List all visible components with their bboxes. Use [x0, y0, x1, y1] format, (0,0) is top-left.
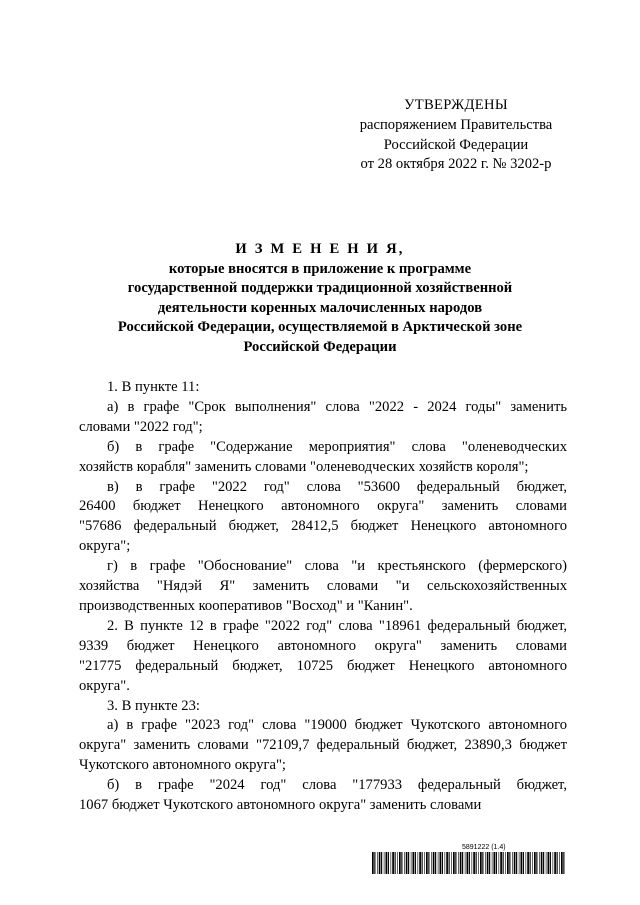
- document-number: 5891222 (1.4): [462, 844, 506, 851]
- paragraph-line: г) в графе "Обоснование" слова "и крестьянского (фермерского): [107, 558, 567, 575]
- approval-date-number: от 28 октября 2022 г. № 3202-р: [360, 156, 552, 173]
- paragraph-line: б) в графе "2024 год" слова "177933 федеральный бюджет,: [107, 777, 567, 794]
- approval-block: [340, 96, 572, 175]
- heading-line: государственной поддержки традиционной хозяйственной: [127, 280, 513, 297]
- paragraph: [79, 378, 567, 398]
- paragraph: [79, 557, 567, 617]
- paragraph-line: хозяйства "Нядэй Я" заменить словами "и сельскохозяйственных: [79, 578, 567, 595]
- paragraph: [79, 776, 567, 816]
- paragraph-line: 26400 бюджет Ненецкого автономного округа" заменить словами: [79, 498, 567, 515]
- paragraph-line: 1067 бюджет Чукотского автономного округа" заменить словами: [79, 797, 482, 814]
- paragraph-line: производственных кооперативов "Восход" и "Канин".: [79, 597, 413, 614]
- heading-title: И З М Е Н Е Н И Я,: [235, 241, 405, 257]
- paragraph-line: 2. В пункте 12 в графе "2022 год" слова "18961 федеральный бюджет,: [107, 617, 567, 634]
- paragraph-line: 9339 бюджет Ненецкого автономного округа" заменить словами: [79, 637, 567, 654]
- paragraph-line: а) в графе "2023 год" слова "19000 бюджет Чукотского автономного: [107, 717, 567, 734]
- paragraph-line: округа" заменить словами "72109,7 федеральный бюджет, 23890,3 бюджет: [79, 737, 567, 754]
- barcode-icon: [372, 852, 566, 874]
- document-heading: [80, 240, 560, 358]
- paragraph-line: а) в графе "Срок выполнения" слова "2022 - 2024 годы" заменить: [107, 398, 567, 415]
- paragraph: [79, 438, 567, 478]
- approval-line: распоряжением Правительства: [359, 116, 553, 133]
- paragraph-line: б) в графе "Содержание мероприятия" слова "оленеводческих: [107, 438, 567, 455]
- paragraph-line: "57686 федеральный бюджет, 28412,5 бюджет Ненецкого автономного: [79, 518, 567, 535]
- paragraph-line: округа";: [79, 538, 131, 555]
- approval-title: УТВЕРЖДЕНЫ: [404, 97, 508, 113]
- heading-line: Российской Федерации, осуществляемой в Арктической зоне: [117, 319, 523, 336]
- paragraph-line: 1. В пункте 11:: [107, 379, 200, 395]
- paragraph-line: словами "2022 год";: [79, 418, 203, 435]
- paragraph-line: округа".: [79, 677, 130, 694]
- paragraph: [79, 716, 567, 776]
- paragraph-line: 3. В пункте 23:: [107, 697, 200, 714]
- paragraph-line: "21775 федеральный бюджет, 10725 бюджет Ненецкого автономного: [79, 657, 567, 674]
- heading-line: Российской Федерации: [243, 338, 397, 355]
- paragraph-line: Чукотского автономного округа";: [79, 757, 286, 774]
- paragraph: [79, 697, 567, 717]
- paragraph-line: в) в графе "2022 год" слова "53600 федеральный бюджет,: [107, 478, 567, 495]
- paragraph-line: хозяйств корабля" заменить словами "оленеводческих хозяйств короля";: [79, 458, 529, 475]
- paragraph: [79, 617, 567, 697]
- paragraph: [79, 478, 567, 558]
- heading-line: деятельности коренных малочисленных народов: [157, 299, 483, 316]
- approval-line: Российской Федерации: [383, 136, 529, 153]
- document-body: [79, 378, 567, 816]
- paragraph: [79, 398, 567, 438]
- heading-line: которые вносятся в приложение к программе: [168, 260, 472, 277]
